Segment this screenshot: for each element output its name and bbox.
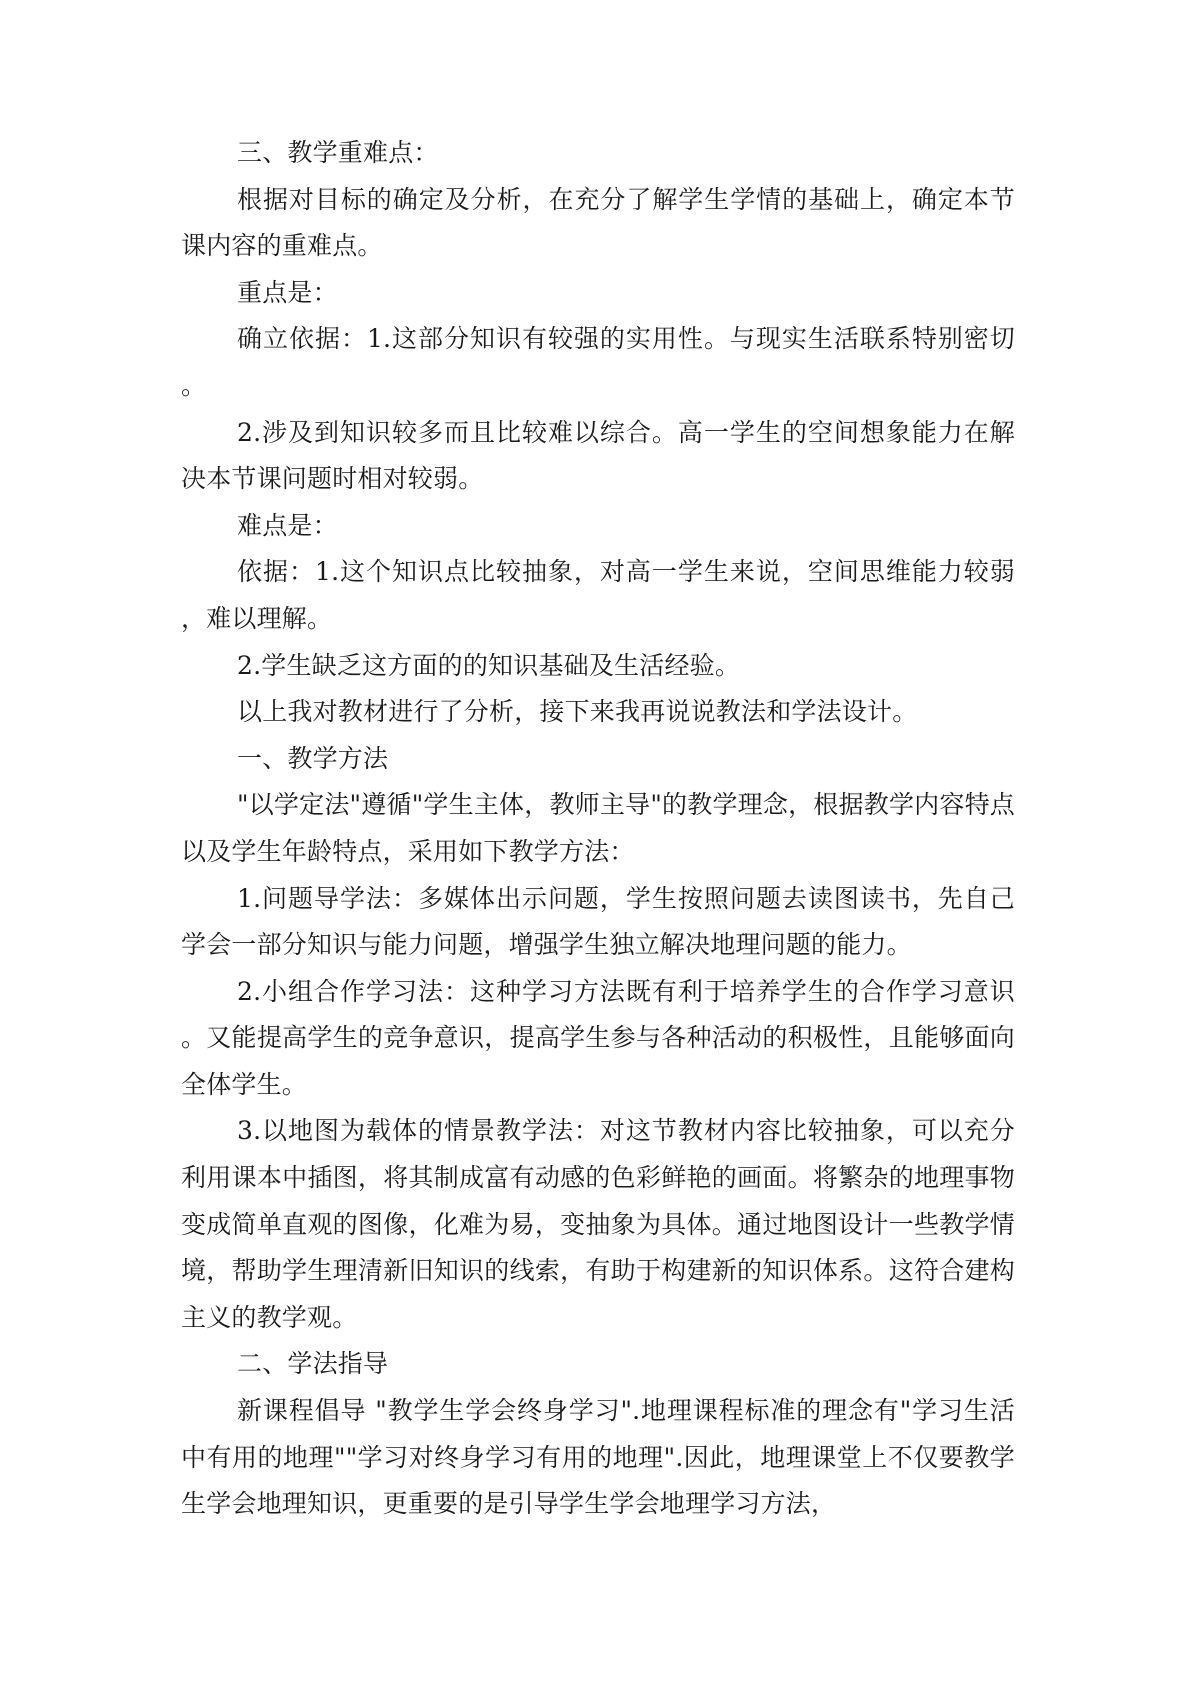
document-body	[181, 130, 1015, 1528]
paragraph: 2.学生缺乏这方面的的知识基础及生活经验。	[237, 650, 741, 680]
subheading-difficult-point: 难点是：	[237, 510, 338, 540]
paragraph: "以学定法"遵循"学生主体，教师主导"的教学理念，根据教学内容特点以及学生年龄特点，采用如下教学方法：	[181, 790, 1015, 866]
paragraph: 确立依据：1.这部分知识有较强的实用性。与现实生活联系特别密切。	[181, 324, 1015, 400]
paragraph: 依据：1.这个知识点比较抽象，对高一学生来说，空间思维能力较弱，难以理解。	[181, 557, 1015, 633]
paragraph: 根据对目标的确定及分析，在充分了解学生学情的基础上，确定本节课内容的重难点。	[181, 184, 1015, 261]
paragraph: 3.以地图为载体的情景教学法：对这节教材内容比较抽象，可以充分利用课本中插图，将其制成富有动感的色彩鲜艳的画面。将繁杂的地理事物变成简单直观的图像，化难为易，变抽象为具体。通过地图设计一些教学情境，帮助学生理清新旧知识的线索，有助于构建新的知识体系。这符合建构主义的教学观。	[181, 1116, 1015, 1332]
section-heading-teaching-methods: 一、教学方法	[237, 743, 389, 773]
paragraph: 1.问题导学法：多媒体出示问题，学生按照问题去读图读书，先自己学会一部分知识与能力问题，增强学生独立解决地理问题的能力。	[181, 883, 1015, 960]
paragraph: 2.小组合作学习法：这种学习方法既有利于培养学生的合作学习意识。又能提高学生的竞争意识，提高学生参与各种活动的积极性，且能够面向全体学生。	[181, 976, 1015, 1099]
subheading-key-point: 重点是：	[237, 277, 338, 307]
section-heading-key-points: 三、教学重难点：	[237, 138, 439, 167]
paragraph: 2.涉及到知识较多而且比较难以综合。高一学生的空间想象能力在解决本节课问题时相对较弱。	[181, 417, 1015, 494]
paragraph: 新课程倡导 "教学生学会终身学习".地理课程标准的理念有"学习生活中有用的地理""学习对终身学习有用的地理".因此，地理课堂上不仅要教学生学会地理知识，更重要的是引导学生学会地理学习方法，	[181, 1396, 1015, 1519]
section-heading-learning-guidance: 二、学法指导	[237, 1349, 389, 1379]
paragraph: 以上我对教材进行了分析，接下来我再说说教法和学法设计。	[237, 697, 918, 727]
